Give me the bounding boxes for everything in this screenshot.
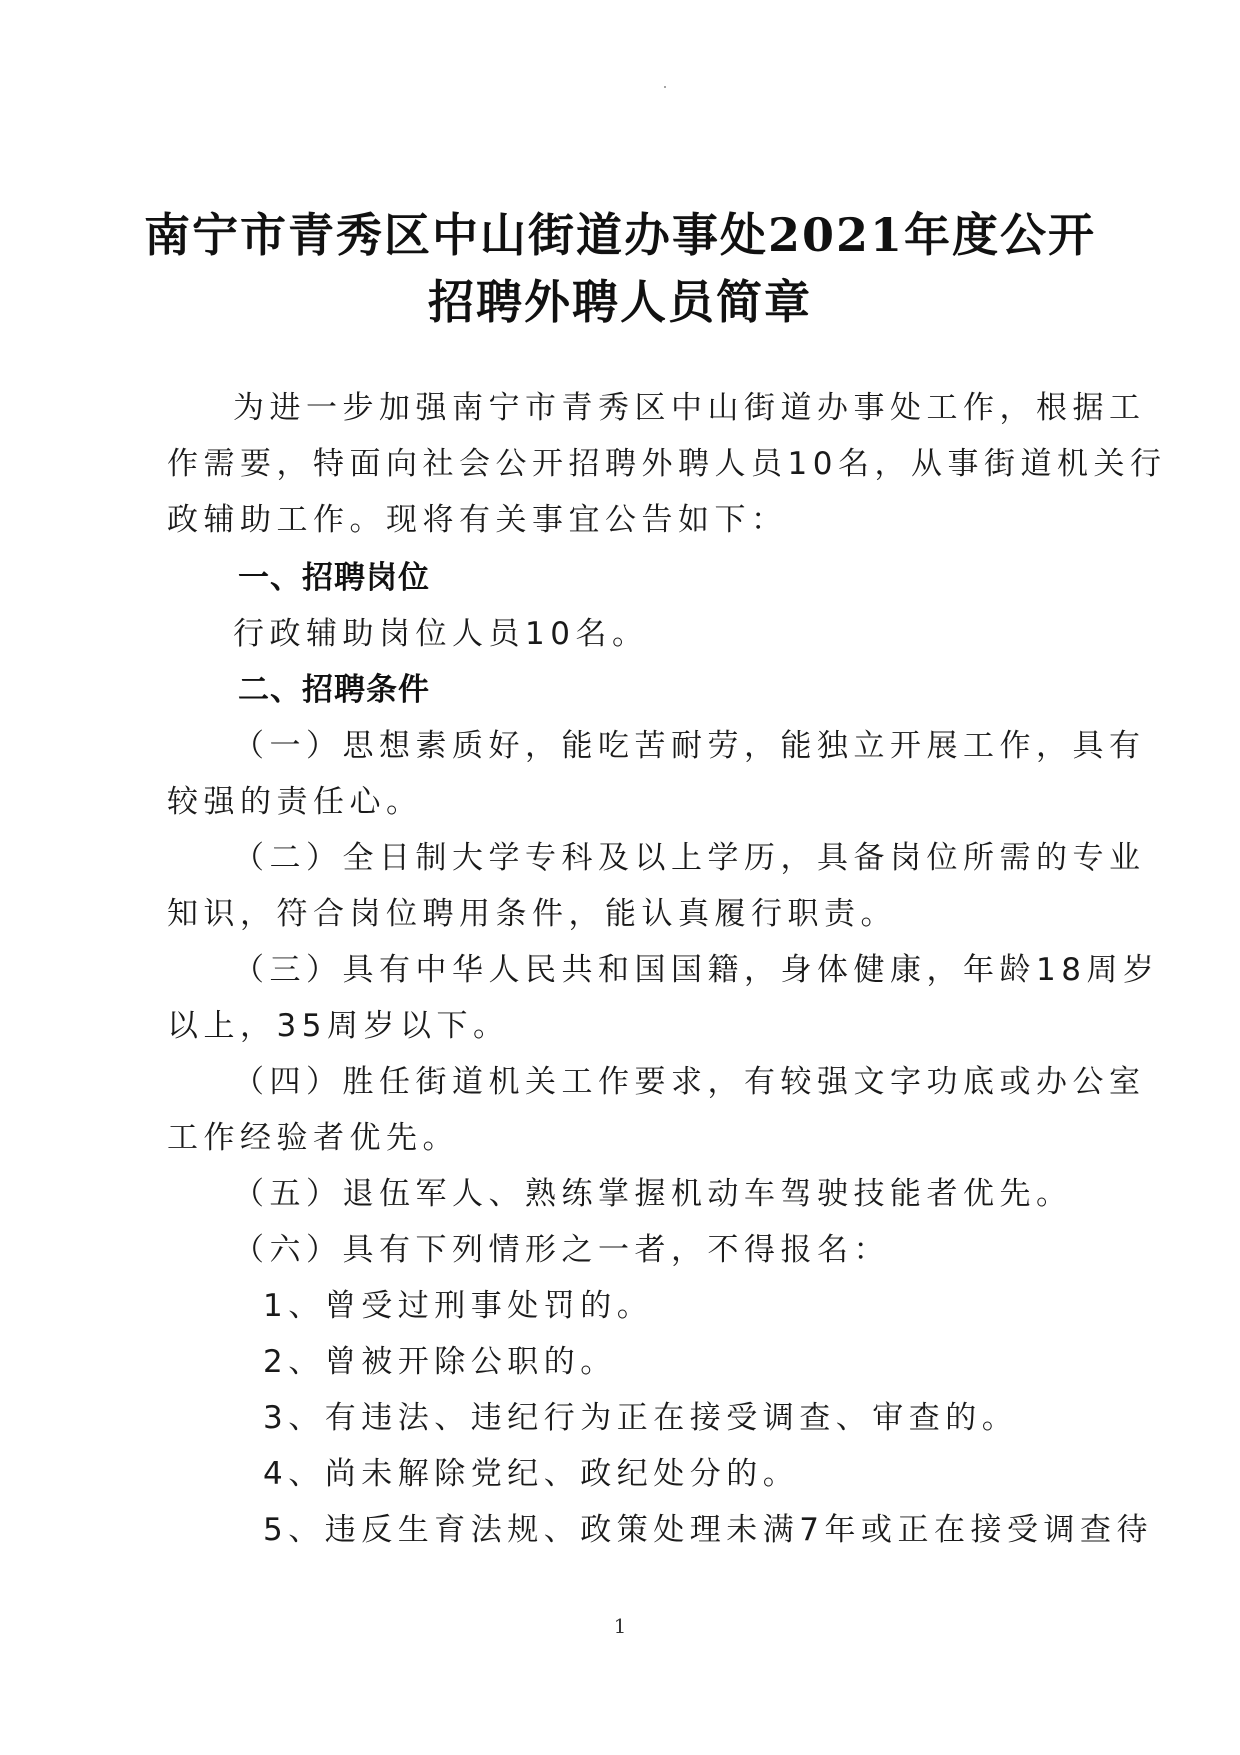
disqualification-item-4: 4、尚未解除党纪、政纪处分的。 bbox=[263, 1456, 800, 1492]
intro-line-3: 政辅助工作。现将有关事宜公告如下： bbox=[167, 502, 788, 538]
disqualification-item-1: 1、曾受过刑事处罚的。 bbox=[263, 1288, 654, 1324]
scan-speck bbox=[664, 86, 666, 88]
section-heading-conditions: 二、招聘条件 bbox=[238, 672, 430, 708]
condition-4-line-1: （四）胜任街道机关工作要求，有较强文字功底或办公室 bbox=[233, 1064, 1146, 1100]
section-heading-positions: 一、招聘岗位 bbox=[238, 560, 430, 596]
condition-6: （六）具有下列情形之一者，不得报名： bbox=[233, 1232, 890, 1268]
condition-2-line-1: （二）全日制大学专科及以上学历，具备岗位所需的专业 bbox=[233, 840, 1146, 876]
condition-2-line-2: 知识，符合岗位聘用条件，能认真履行职责。 bbox=[167, 896, 897, 932]
condition-3-line-1: （三）具有中华人民共和国国籍，身体健康，年龄18周岁 bbox=[233, 952, 1160, 988]
positions-text: 行政辅助岗位人员10名。 bbox=[233, 616, 649, 652]
disqualification-item-2: 2、曾被开除公职的。 bbox=[263, 1344, 617, 1380]
intro-line-1: 为进一步加强南宁市青秀区中山街道办事处工作，根据工 bbox=[233, 390, 1146, 426]
condition-5: （五）退伍军人、熟练掌握机动车驾驶技能者优先。 bbox=[233, 1176, 1073, 1212]
condition-1-line-2: 较强的责任心。 bbox=[167, 784, 423, 820]
page-number: 1 bbox=[613, 1614, 627, 1638]
intro-line-2: 作需要，特面向社会公开招聘外聘人员10名，从事街道机关行 bbox=[167, 446, 1167, 482]
document-title-line-1: 南宁市青秀区中山街道办事处2021年度公开 bbox=[143, 208, 1097, 262]
condition-3-line-2: 以上，35周岁以下。 bbox=[167, 1008, 510, 1044]
disqualification-item-3: 3、有违法、违纪行为正在接受调查、审查的。 bbox=[263, 1400, 1019, 1436]
condition-1-line-1: （一）思想素质好，能吃苦耐劳，能独立开展工作，具有 bbox=[233, 728, 1146, 764]
document-title-line-2: 招聘外聘人员简章 bbox=[428, 275, 812, 329]
disqualification-item-5: 5、违反生育法规、政策处理未满7年或正在接受调查待 bbox=[263, 1512, 1153, 1548]
condition-4-line-2: 工作经验者优先。 bbox=[167, 1120, 459, 1156]
